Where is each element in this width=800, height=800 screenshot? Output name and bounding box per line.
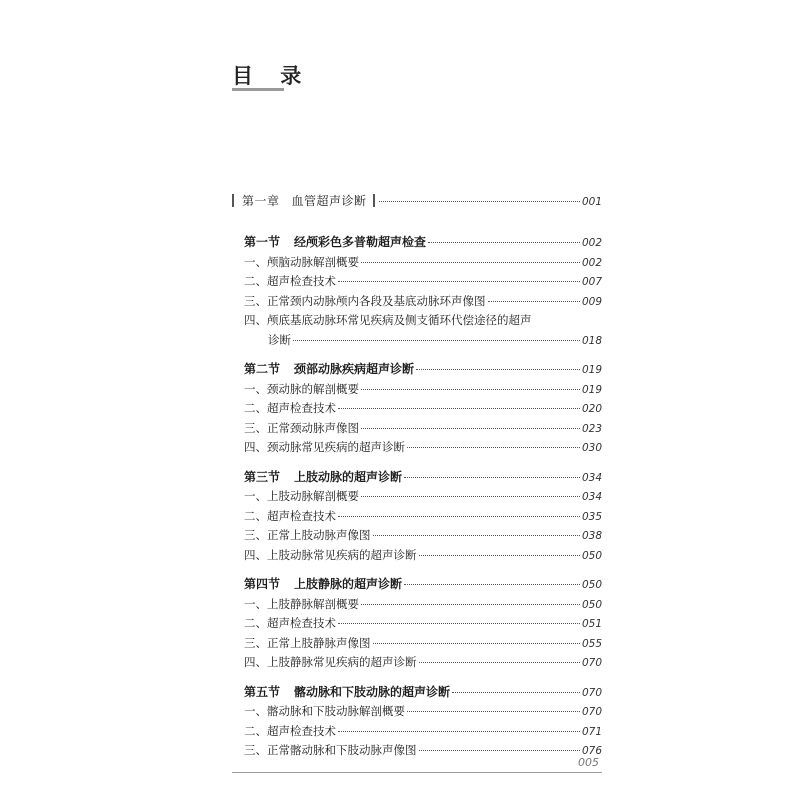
leader-dots [338, 280, 580, 282]
leader-dots [416, 368, 580, 370]
toc-item-text: 三、正常上肢静脉声像图 [244, 635, 371, 650]
chapter-bar-left [232, 194, 234, 207]
toc-item[interactable] [232, 380, 602, 400]
toc-item-page: 050 [581, 549, 602, 562]
section-page: 002 [581, 237, 602, 249]
toc-item-text: 三、正常上肢动脉声像图 [244, 528, 371, 542]
toc-item[interactable] [232, 292, 602, 312]
toc-item[interactable] [232, 419, 602, 439]
leader-dots [404, 583, 580, 585]
toc-item-text: 二、超声检查技术 [244, 508, 336, 523]
section-entry[interactable] [232, 360, 602, 380]
toc-item[interactable] [232, 546, 602, 566]
toc-item-text: 四、颅底基底动脉环常见疾病及侧支循环代偿途径的超声 [244, 313, 532, 327]
section-page: 019 [581, 364, 602, 376]
chapter-entry[interactable] [232, 189, 602, 213]
leader-dots [361, 603, 580, 605]
toc-item[interactable] [232, 507, 602, 527]
section-entry[interactable] [232, 575, 602, 595]
toc-item-text: 四、上肢静脉常见疾病的超声诊断 [244, 655, 417, 669]
page-number: 005 [578, 756, 599, 769]
leader-dots [488, 300, 580, 302]
section-label: 第二节 [244, 362, 281, 376]
section-title: 经颅彩色多普勒超声检查 [294, 235, 427, 249]
leader-dots [361, 427, 580, 429]
toc-item[interactable] [232, 702, 602, 722]
chapter-label: 第一章 [242, 194, 280, 208]
toc-item-page: 023 [581, 422, 602, 435]
toc-item-text: 一、颈动脉的解剖概要 [244, 381, 359, 396]
leader-dots [361, 261, 580, 263]
toc-item-text: 一、上肢静脉解剖概要 [244, 596, 359, 611]
table-of-contents [232, 189, 602, 761]
toc-item-page: 018 [581, 334, 602, 347]
toc-item-page: 051 [581, 618, 602, 630]
leader-dots [419, 554, 580, 556]
toc-item[interactable] [232, 438, 602, 458]
toc-item-text: 一、上肢动脉解剖概要 [244, 489, 359, 503]
toc-item[interactable] [232, 634, 602, 654]
leader-dots [373, 534, 580, 536]
toc-item-text: 一、髂动脉和下肢动脉解剖概要 [244, 704, 405, 718]
toc-item-page: 035 [581, 510, 602, 523]
toc-item-page: 050 [581, 598, 602, 611]
section-title: 上肢动脉的超声诊断 [294, 469, 403, 484]
section-title: 髂动脉和下肢动脉的超声诊断 [294, 684, 451, 699]
leader-dots [419, 661, 580, 663]
chapter-bar-right [373, 194, 375, 207]
section-title: 颈部动脉疾病超声诊断 [294, 362, 415, 376]
leader-dots [338, 622, 580, 624]
toc-item-text: 三、正常髂动脉和下肢动脉声像图 [244, 743, 417, 757]
toc-item-page: 007 [581, 276, 602, 288]
section-page: 050 [581, 579, 602, 591]
leader-dots [407, 446, 580, 448]
toc-item-text: 三、正常颈动脉声像图 [244, 420, 359, 435]
leader-dots [338, 515, 580, 517]
section-entry[interactable] [232, 683, 602, 703]
toc-item-page: 002 [581, 256, 602, 269]
toc-item[interactable] [232, 526, 602, 546]
chapter-page: 001 [581, 196, 602, 208]
toc-item-cont-text: 诊断 [268, 332, 291, 347]
toc-item-text: 二、超声检查技术 [244, 401, 336, 415]
toc-item[interactable] [232, 595, 602, 615]
leader-dots [361, 388, 580, 390]
leader-dots [428, 241, 580, 243]
leader-dots [452, 691, 580, 693]
toc-item-page: 071 [581, 725, 602, 738]
section-label: 第五节 [244, 684, 281, 699]
leader-dots [419, 749, 580, 751]
toc-item-page: 055 [581, 637, 602, 650]
section-label: 第一节 [244, 235, 281, 249]
toc-item-page: 070 [581, 706, 602, 718]
leader-dots [361, 495, 580, 497]
leader-dots [293, 339, 580, 341]
toc-item-text: 三、正常颈内动脉颅内各段及基底动脉环声像图 [244, 293, 486, 308]
toc-item-page: 070 [581, 657, 602, 669]
toc-item-page: 030 [581, 442, 602, 454]
leader-dots [379, 200, 580, 202]
toc-item[interactable] [232, 311, 602, 331]
toc-item-text: 二、超声检查技术 [244, 616, 336, 630]
leader-dots [404, 476, 580, 478]
toc-item-page: 020 [581, 403, 602, 415]
toc-item[interactable] [232, 741, 602, 761]
footer-rule [232, 772, 602, 773]
section-page: 034 [581, 471, 602, 484]
toc-item-page: 038 [581, 530, 602, 542]
section-page: 070 [581, 686, 602, 699]
toc-item-text: 二、超声检查技术 [244, 274, 336, 288]
toc-item[interactable] [232, 722, 602, 742]
toc-item-text: 四、上肢动脉常见疾病的超声诊断 [244, 547, 417, 562]
toc-item-text: 四、颈动脉常见疾病的超声诊断 [244, 440, 405, 454]
toc-item-page: 009 [581, 295, 602, 308]
toc-item-page: 076 [581, 745, 602, 757]
toc-item-text: 二、超声检查技术 [244, 723, 336, 738]
title-underline [232, 88, 284, 91]
section-entry[interactable] [232, 233, 602, 253]
toc-item-page: 034 [581, 491, 602, 503]
toc-item[interactable] [232, 272, 602, 292]
section-entry[interactable] [232, 468, 602, 488]
leader-dots [338, 730, 580, 732]
leader-dots [407, 710, 580, 712]
toc-item[interactable] [232, 487, 602, 507]
section-label: 第四节 [244, 577, 281, 591]
page-title: 目 录 [232, 64, 312, 88]
toc-item[interactable] [232, 399, 602, 419]
leader-dots [373, 642, 580, 644]
toc-item-page: 019 [581, 383, 602, 396]
leader-dots [338, 407, 580, 409]
toc-item-continuation[interactable] [232, 331, 602, 351]
section-label: 第三节 [244, 469, 281, 484]
toc-item[interactable] [232, 253, 602, 273]
toc-item[interactable] [232, 614, 602, 634]
chapter-name: 血管超声诊断 [291, 194, 367, 208]
section-title: 上肢静脉的超声诊断 [294, 577, 403, 591]
toc-item[interactable] [232, 653, 602, 673]
toc-item-text: 一、颅脑动脉解剖概要 [244, 254, 359, 269]
